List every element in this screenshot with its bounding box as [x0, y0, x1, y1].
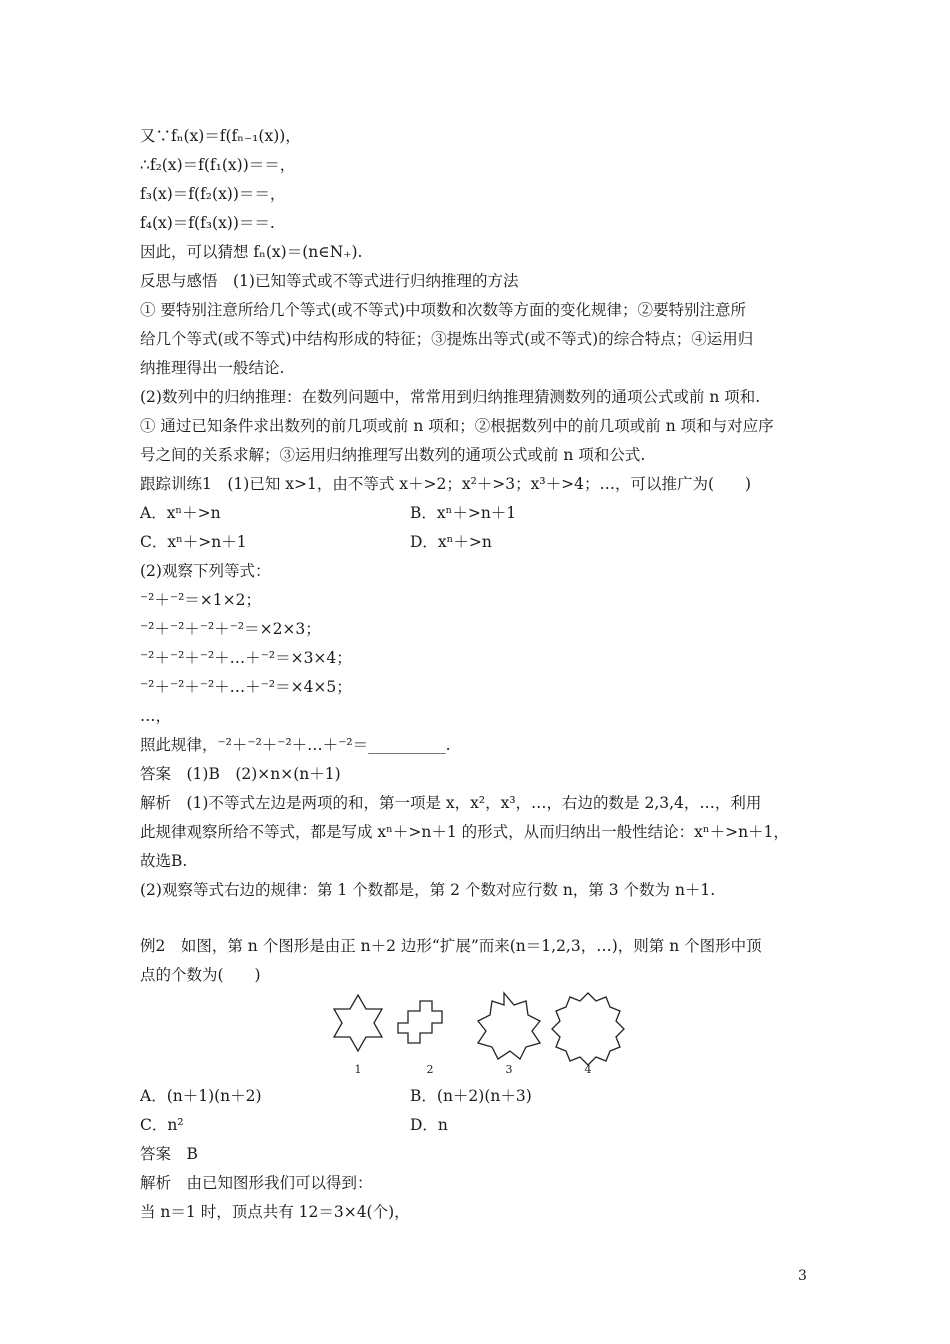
section-heading: 反思与感悟 (1)已知等式或不等式进行归纳推理的方法	[140, 272, 519, 290]
figure-label: 2	[426, 1063, 434, 1076]
option-d: D．xⁿ＋>n	[410, 533, 492, 551]
figure-pentagon-expanded	[478, 993, 540, 1059]
figure-square-expanded	[398, 1001, 442, 1043]
analysis-line: (2)观察等式右边的规律：第 1 个数都是，第 2 个数对应行数 n，第 3 个数为 n＋1.	[140, 881, 716, 899]
option-b: B．(n＋2)(n＋3)	[410, 1087, 532, 1105]
text-line: ① 通过已知条件求出数列的前几项或前 n 项和；②根据数列中的前几项或前 n 项和与对应序	[140, 417, 774, 435]
text-line: ① 要特别注意所给几个等式(或不等式)中项数和次数等方面的变化规律；②要特别注意所	[140, 301, 747, 319]
answer-line: 答案 (1)B (2)×n×(n＋1)	[140, 765, 341, 783]
page-number: 3	[798, 1268, 807, 1284]
option-c: C．xⁿ＋>n＋1	[140, 533, 247, 551]
equation-line: ⁻²＋⁻²＝×1×2；	[140, 591, 261, 609]
text-line: 因此，可以猜想 fₙ(x)＝(n∈N₊).	[140, 243, 363, 261]
option-a: A．(n＋1)(n＋2)	[140, 1087, 262, 1105]
text-line: (2)观察下列等式：	[140, 562, 271, 580]
analysis-line: 当 n＝1 时，顶点共有 12＝3×4(个)，	[140, 1203, 410, 1221]
option-a: A．xⁿ＋>n	[140, 504, 221, 522]
text-line: 给几个等式(或不等式)中结构形成的特征；③提炼出等式(或不等式)的综合特点；④运用归	[140, 330, 754, 348]
text-line: 又∵fₙ(x)＝f(fₙ₋₁(x))，	[140, 127, 301, 145]
answer-line: 答案 B	[140, 1145, 198, 1163]
equation-line: ⁻²＋⁻²＋⁻²＋⁻²＝×2×3；	[140, 620, 321, 638]
exercise-question: 跟踪训练1 (1)已知 x>1，由不等式 x＋>2；x²＋>3；x³＋>4；…，可以推广为( )	[140, 475, 752, 493]
figure-hexagon-expanded	[552, 993, 624, 1065]
text-line: f₃(x)＝f(f₂(x))＝＝，	[140, 185, 286, 203]
figure-label: 4	[584, 1063, 592, 1076]
text-line: 照此规律，⁻²＋⁻²＋⁻²＋…＋⁻²＝__________.	[140, 736, 451, 754]
text-line: (2)数列中的归纳推理：在数列问题中，常常用到归纳推理猜测数列的通项公式或前 n 项和.	[140, 388, 761, 406]
option-c: C．n²	[140, 1116, 184, 1134]
analysis-line: 故选B.	[140, 852, 188, 870]
figure-star	[334, 995, 382, 1051]
text-line: f₄(x)＝f(f₃(x))＝＝.	[140, 214, 275, 232]
text-line: ∴f₂(x)＝f(f₁(x))＝＝，	[140, 156, 296, 174]
text-line: 号之间的关系求解；③运用归纳推理写出数列的通项公式或前 n 项和公式.	[140, 446, 646, 464]
text-line: 纳推理得出一般结论.	[140, 359, 285, 377]
figure-label: 3	[505, 1063, 513, 1076]
text-line: …，	[140, 707, 172, 725]
analysis-line: 此规律观察所给不等式，都是写成 xⁿ＋>n＋1 的形式，从而归纳出一般性结论：xⁿ＋>n＋1，	[140, 823, 789, 841]
example-question: 例2 如图，第 n 个图形是由正 n＋2 边形“扩展”而来(n＝1,2,3，…)，则第 n 个图形中顶	[140, 937, 762, 955]
polygon-figures	[320, 985, 640, 1080]
example-question: 点的个数为( )	[140, 966, 261, 984]
analysis-line: 解析 (1)不等式左边是两项的和，第一项是 x，x²，x³，…，右边的数是 2,3,4，…，利用	[140, 794, 762, 812]
equation-line: ⁻²＋⁻²＋⁻²＋…＋⁻²＝×3×4；	[140, 649, 352, 667]
figure-label: 1	[354, 1063, 362, 1076]
option-b: B．xⁿ＋>n＋1	[410, 504, 517, 522]
analysis-line: 解析 由已知图形我们可以得到：	[140, 1174, 373, 1192]
option-d: D．n	[410, 1116, 448, 1134]
equation-line: ⁻²＋⁻²＋⁻²＋…＋⁻²＝×4×5；	[140, 678, 352, 696]
